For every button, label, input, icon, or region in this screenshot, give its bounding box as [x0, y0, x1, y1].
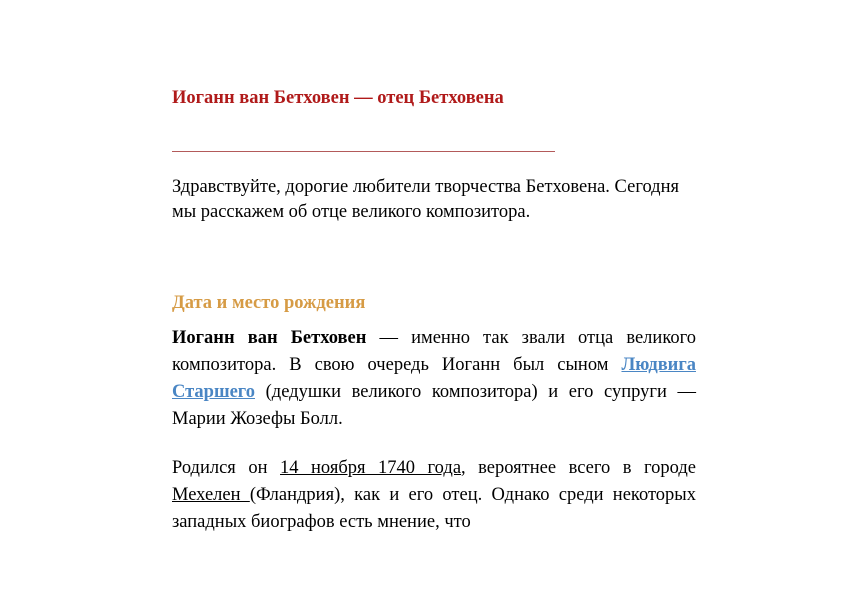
- link-ludwig-senior[interactable]: Людвига Старшего: [172, 355, 696, 402]
- section-heading: Дата и место рождения: [172, 293, 366, 313]
- intro-paragraph: Здравствуйте, дорогие любители творчества Бетховена. Сегодня мы расскажем об отце великого композитора.: [172, 177, 679, 222]
- text: Родился он: [172, 458, 281, 478]
- title-divider: [172, 151, 555, 152]
- link-birth-date[interactable]: 14 ноября 1740 года: [280, 458, 462, 478]
- text: (Фландрия), как и его отец. Однако среди некоторых западных биографов есть мнение, что: [172, 485, 696, 532]
- link-mechelen[interactable]: Мехелен: [172, 485, 250, 505]
- paragraph-parents: [172, 325, 696, 433]
- paragraph-birth: [172, 455, 696, 536]
- bold-name: Иоганн ван Бетховен: [172, 328, 367, 348]
- text: — именно так звали отца великого композитора. В свою очередь Иоганн был сыном: [172, 328, 696, 375]
- text: , вероятнее всего в городе: [461, 458, 696, 478]
- text: (дедушки великого композитора) и его супруги — Марии Жозефы Болл.: [172, 382, 696, 429]
- page-title: Иоганн ван Бетховен — отец Бетховена: [172, 88, 504, 108]
